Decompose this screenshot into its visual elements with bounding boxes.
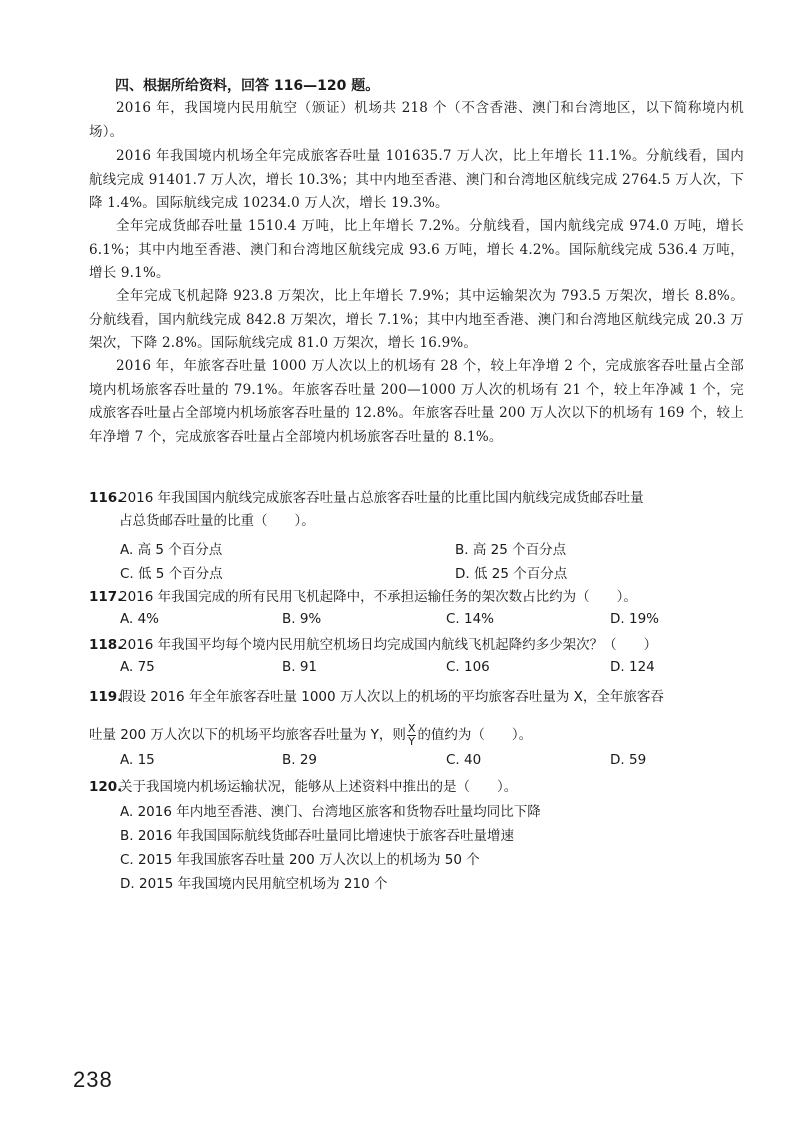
question-stem: 2016 年我国完成的所有民用飞机起降中，不承担运输任务的架次数占比约为（ ）。: [119, 589, 637, 605]
option-d[interactable]: D. 低 25 个百分点: [455, 566, 568, 582]
paragraph-flights: 全年完成飞机起降 923.8 万架次，比上年增长 7.9%；其中运输架次为 793.5 万架次，增长 8.8%。分航线看，国内航线完成 842.8 万架次，增长 7.1%；其中内地至香港、澳门和台湾地区航线完成 20.3 万架次，下降 2.8%。国际航线完成 81.0 万架次，增长 16.9%。: [89, 288, 744, 351]
options-119: [120, 752, 740, 774]
option-b[interactable]: B. 91: [282, 659, 318, 675]
fraction-numerator: X: [407, 721, 416, 735]
option-d[interactable]: D. 124: [610, 659, 655, 675]
question-number: 116.: [89, 490, 123, 506]
option-d[interactable]: D. 19%: [610, 611, 659, 627]
fraction-x-over-y: [407, 723, 417, 748]
question-number: 120.: [89, 779, 123, 795]
option-c[interactable]: C. 低 5 个百分点: [120, 566, 223, 582]
fraction-denominator: Y: [408, 734, 416, 748]
question-117: [89, 586, 749, 609]
options-116: [120, 538, 740, 584]
option-b[interactable]: B. 高 25 个百分点: [455, 542, 567, 558]
option-a[interactable]: A. 15: [120, 752, 155, 768]
section-title: 四、根据所给资料，回答 116—120 题。: [115, 78, 380, 94]
question-number: 119.: [89, 689, 123, 705]
option-b[interactable]: B. 9%: [282, 611, 322, 627]
options-118: [120, 659, 740, 681]
paragraph-passengers: 2016 年我国境内机场全年完成旅客吞吐量 101635.7 万人次，比上年增长 11.1%。分航线看，国内航线完成 91401.7 万人次，增长 10.3%；其中内地至香港、澳门和台湾地区航线完成 2764.5 万人次，下降 1.4%。国际航线完成 10234.0 万人次，增长 19.3%。: [89, 148, 744, 211]
option-a[interactable]: A. 2016 年内地至香港、澳门、台湾地区旅客和货物吞吐量均同比下降: [120, 804, 541, 820]
question-118: [89, 634, 749, 657]
question-120: [89, 776, 749, 799]
question-stem-cont: 占总货邮吞吐量的比重（ ）。: [119, 513, 315, 529]
page-number: 238: [73, 1067, 113, 1092]
option-c[interactable]: C. 106: [446, 659, 490, 675]
question-number: 117.: [89, 589, 123, 605]
options-120: [120, 800, 740, 896]
question-stem: 2016 年我国平均每个境内民用航空机场日均完成国内航线飞机起降约多少架次？（ ）: [119, 637, 658, 653]
question-stem-cont: 吐量 200 万人次以下的机场平均旅客吞吐量为 Y，则: [89, 727, 406, 743]
paragraph-airport-tiers: 2016 年，年旅客吞吐量 1000 万人次以上的机场有 28 个，较上年净增 2 个，完成旅客吞吐量占全部境内机场旅客吞吐量的 79.1%。年旅客吞吐量 200—1000 万人次的机场有 21 个，较上年净减 1 个，完成旅客吞吐量占全部境内机场旅客吞吐量的 12.8%。年旅客吞吐量 200 万人次以下的机场有 169 个，较上年净增 7 个，完成旅客吞吐量占全部境内机场旅客吞吐量的 8.1%。: [89, 358, 744, 445]
option-a[interactable]: A. 4%: [120, 611, 159, 627]
option-d[interactable]: D. 2015 年我国境内民用航空机场为 210 个: [120, 876, 388, 892]
option-c[interactable]: C. 40: [446, 752, 482, 768]
option-c[interactable]: C. 14%: [446, 611, 495, 627]
option-b[interactable]: B. 29: [282, 752, 318, 768]
question-stem: 关于我国境内机场运输状况，能够从上述资料中推出的是（ ）。: [119, 779, 518, 795]
question-number: 118.: [89, 637, 123, 653]
option-d[interactable]: D. 59: [610, 752, 647, 768]
option-b[interactable]: B. 2016 年我国国际航线货邮吞吐量同比增速快于旅客吞吐量增速: [120, 828, 514, 844]
question-stem: 2016 年我国国内航线完成旅客吞吐量占总旅客吞吐量的比重比国内航线完成货邮吞吐量: [119, 490, 644, 506]
question-116: [89, 487, 749, 533]
option-a[interactable]: A. 高 5 个百分点: [120, 542, 223, 558]
paragraph-airports: 2016 年，我国境内民用航空（颁证）机场共 218 个（不含香港、澳门和台湾地区，以下简称境内机场）。: [89, 100, 744, 140]
paragraph-cargo: 全年完成货邮吞吐量 1510.4 万吨，比上年增长 7.2%。分航线看，国内航线完成 974.0 万吨，增长 6.1%；其中内地至香港、澳门和台湾地区航线完成 93.6 万吨，增长 4.2%。国际航线完成 536.4 万吨，增长 9.1%。: [89, 218, 744, 281]
question-stem-end: 的值约为（ ）。: [417, 727, 533, 743]
options-117: [120, 611, 740, 633]
option-c[interactable]: C. 2015 年我国旅客吞吐量 200 万人次以上的机场为 50 个: [120, 852, 480, 868]
question-119: [89, 684, 749, 748]
question-stem: 假设 2016 年全年旅客吞吐量 1000 万人次以上的机场的平均旅客吞吐量为 X，全年旅客吞: [119, 689, 664, 705]
option-a[interactable]: A. 75: [120, 659, 155, 675]
